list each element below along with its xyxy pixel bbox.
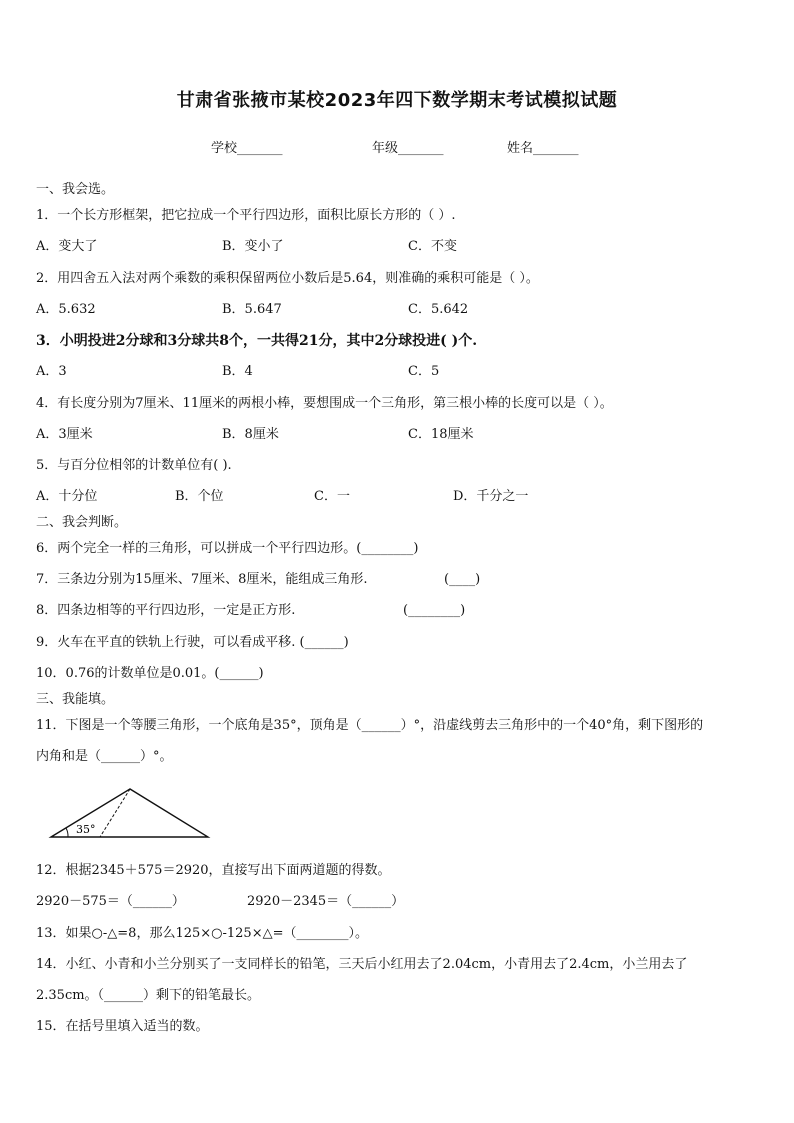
question-11-line1: 11．下图是一个等腰三角形，一个底角是35°，顶角是（______）°，沿虚线剪去三角形中的一个40°角，剩下图形的 — [36, 718, 704, 733]
question-1: 1．一个长方形框架，把它拉成一个平行四边形，面积比原长方形的（ ）. — [36, 208, 456, 223]
q12-expression-1[interactable]: 2920－575＝（______） — [36, 894, 185, 909]
q5-option-a[interactable]: A．十分位 — [36, 489, 98, 504]
question-7: 7．三条边分别为15厘米、7厘米、8厘米，能组成三角形. — [36, 572, 368, 587]
question-11-line2: 内角和是（______）°。 — [36, 749, 173, 764]
angle-label: 35° — [76, 823, 96, 836]
section-fill-heading: 三、我能填。 — [36, 692, 115, 707]
question-10: 10．0.76的计数单位是0.01。(______) — [36, 666, 264, 681]
q4-option-a[interactable]: A．3厘米 — [36, 427, 93, 442]
q2-option-a[interactable]: A．5.632 — [36, 302, 96, 317]
q3-option-b[interactable]: B．4 — [222, 364, 253, 379]
dashed-cut-line — [100, 789, 130, 837]
q4-option-b[interactable]: B．8厘米 — [222, 427, 279, 442]
q2-option-b[interactable]: B．5.647 — [222, 302, 282, 317]
question-8: 8．四条边相等的平行四边形，一定是正方形. — [36, 603, 296, 618]
angle-arc — [66, 828, 68, 837]
section-judge-heading: 二、我会判断。 — [36, 515, 128, 530]
q1-option-c[interactable]: C．不变 — [408, 239, 457, 254]
q2-option-c[interactable]: C．5.642 — [408, 302, 469, 317]
triangle-outline — [51, 789, 208, 837]
question-9: 9．火车在平直的铁轨上行驶，可以看成平移. (______) — [36, 635, 349, 650]
q12-expression-2[interactable]: 2920－2345＝（______） — [247, 894, 405, 909]
q5-option-c[interactable]: C．一 — [314, 489, 350, 504]
question-15: 15．在括号里填入适当的数。 — [36, 1019, 209, 1034]
q5-option-b[interactable]: B．个位 — [175, 489, 224, 504]
q4-option-c[interactable]: C．18厘米 — [408, 427, 474, 442]
question-14-line1: 14．小红、小青和小兰分别买了一支同样长的铅笔，三天后小红用去了2.04cm，小青用去了2.4cm，小兰用去了 — [36, 957, 688, 972]
page-title: 甘肃省张掖市某校2023年四下数学期末考试模拟试题 — [176, 90, 618, 111]
q1-option-b[interactable]: B．变小了 — [222, 239, 284, 254]
q3-option-a[interactable]: A．3 — [36, 364, 67, 379]
name-field[interactable]: 姓名_______ — [507, 141, 579, 156]
q3-option-c[interactable]: C．5 — [408, 364, 440, 379]
q7-answer-blank[interactable]: (____) — [444, 572, 481, 587]
question-12: 12．根据2345＋575＝2920，直接写出下面两道题的得数。 — [36, 863, 391, 878]
question-4: 4．有长度分别为7厘米、11厘米的两根小棒，要想围成一个三角形，第三根小棒的长度可以是（ ）。 — [36, 396, 613, 411]
q1-option-a[interactable]: A．变大了 — [36, 239, 98, 254]
question-6: 6．两个完全一样的三角形，可以拼成一个平行四边形。(________) — [36, 541, 419, 556]
question-2: 2．用四舍五入法对两个乘数的乘积保留两位小数后是5.64，则准确的乘积可能是（ ）。 — [36, 271, 539, 286]
question-13: 13．如果○-△=8，那么125×○-125×△=（________）。 — [36, 926, 368, 941]
question-5: 5．与百分位相邻的计数单位有( ). — [36, 458, 232, 473]
question-14-line2: 2.35cm。（______）剩下的铅笔最长。 — [36, 988, 261, 1003]
question-3: 3．小明投进2分球和3分球共8个，一共得21分，其中2分球投进( )个. — [36, 333, 478, 349]
school-field[interactable]: 学校_______ — [211, 141, 283, 156]
q8-answer-blank[interactable]: (________) — [403, 603, 466, 618]
q5-option-d[interactable]: D．千分之一 — [453, 489, 529, 504]
grade-field[interactable]: 年级_______ — [372, 141, 444, 156]
section-choice-heading: 一、我会选。 — [36, 182, 115, 197]
isosceles-triangle-figure — [48, 786, 213, 842]
